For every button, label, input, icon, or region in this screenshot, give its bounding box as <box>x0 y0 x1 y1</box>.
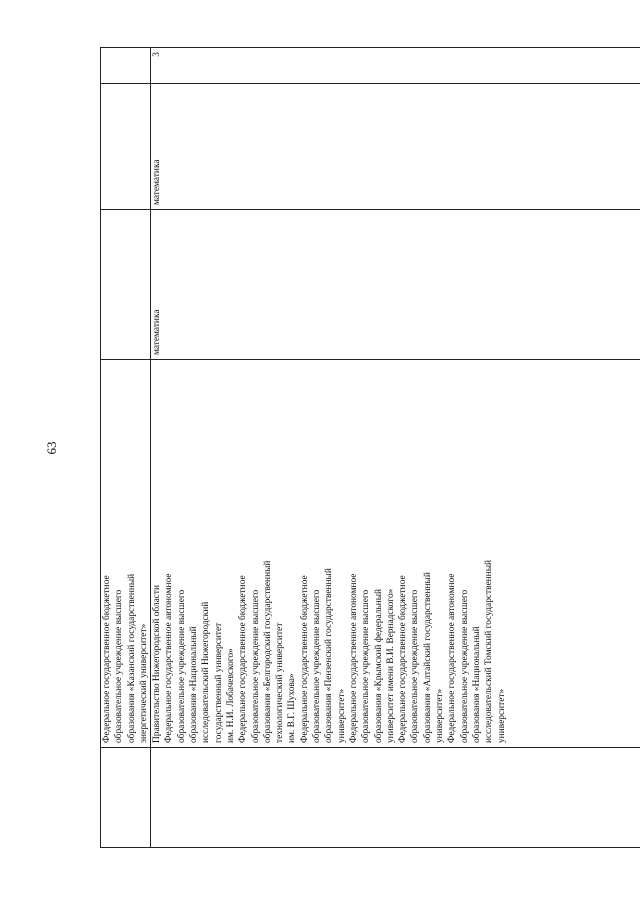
organization-line: государственный университет <box>213 622 224 743</box>
table-cell-subject-a <box>101 210 151 360</box>
table-cell-number <box>101 748 151 848</box>
organization-line: университет имени В.И. Вернадского» <box>385 588 396 743</box>
page-number: 63 <box>44 441 59 455</box>
organization-line: Федеральное государственное бюджетное <box>299 575 310 743</box>
table-cell-subject-a: математика <box>151 210 640 360</box>
organization-line: Федеральное государственное бюджетное <box>238 575 249 743</box>
organization-line: Федеральное государственное автономное <box>348 573 359 743</box>
organization-line: Федеральное государственное бюджетное <box>102 575 112 743</box>
organization-line: образовательное учреждение высшего <box>410 589 421 743</box>
organization-line: образовательное учреждение высшего <box>250 589 261 743</box>
organization-line: Федеральное государственное автономное <box>447 573 458 743</box>
table-cell-subject-b: математика <box>151 84 640 210</box>
organization-line: образовательное учреждение высшего <box>312 589 323 743</box>
organization-line: исследовательский Томский государственный <box>484 559 495 743</box>
organization-line: технологический университет <box>275 622 286 743</box>
organization-line: образования «Национальный <box>471 626 482 743</box>
organization-line: университет» <box>435 688 446 743</box>
organization-line: исследовательский Нижегородский <box>201 601 212 743</box>
table-cell-subject-b <box>101 84 151 210</box>
table-cell-organization <box>101 360 151 748</box>
table-cell-organization <box>151 360 640 748</box>
table-cell-count <box>101 48 151 84</box>
organization-line: образования «Белгородский государственный <box>262 560 273 743</box>
organization-line: Федеральное государственное бюджетное <box>398 575 409 743</box>
organization-line: образовательное учреждение высшего <box>114 589 125 743</box>
organization-line: образования «Крымский федеральный <box>373 588 384 743</box>
organization-line: Федеральное государственное автономное <box>164 573 175 743</box>
organization-line: им. В.Г. Шухова» <box>287 673 298 743</box>
organization-line: образовательное учреждение высшего <box>176 589 187 743</box>
organization-line: университет» <box>496 688 507 743</box>
organization-line: образования «Национальный <box>189 626 200 743</box>
organization-line: образования «Пензенский государственный <box>324 568 335 743</box>
table-row <box>151 48 640 848</box>
organization-line: университет» <box>336 688 347 743</box>
organization-line: энергетический университет» <box>138 623 149 743</box>
organization-line: образования «Алтайский государственный <box>422 572 433 743</box>
document-table <box>100 47 640 848</box>
organization-line: им. Н.И. Лобачевского» <box>225 648 236 743</box>
table-cell-count: 3 <box>151 48 640 84</box>
organization-line: образовательное учреждение высшего <box>459 589 470 743</box>
rotated-table-container <box>100 48 640 848</box>
organization-line: Правительство Нижегородской области <box>152 584 163 743</box>
table-cell-number <box>151 748 640 848</box>
organization-line: образования «Казанский государственный <box>126 573 137 743</box>
table-row <box>101 48 151 848</box>
organization-line: образовательное учреждение высшего <box>361 589 372 743</box>
